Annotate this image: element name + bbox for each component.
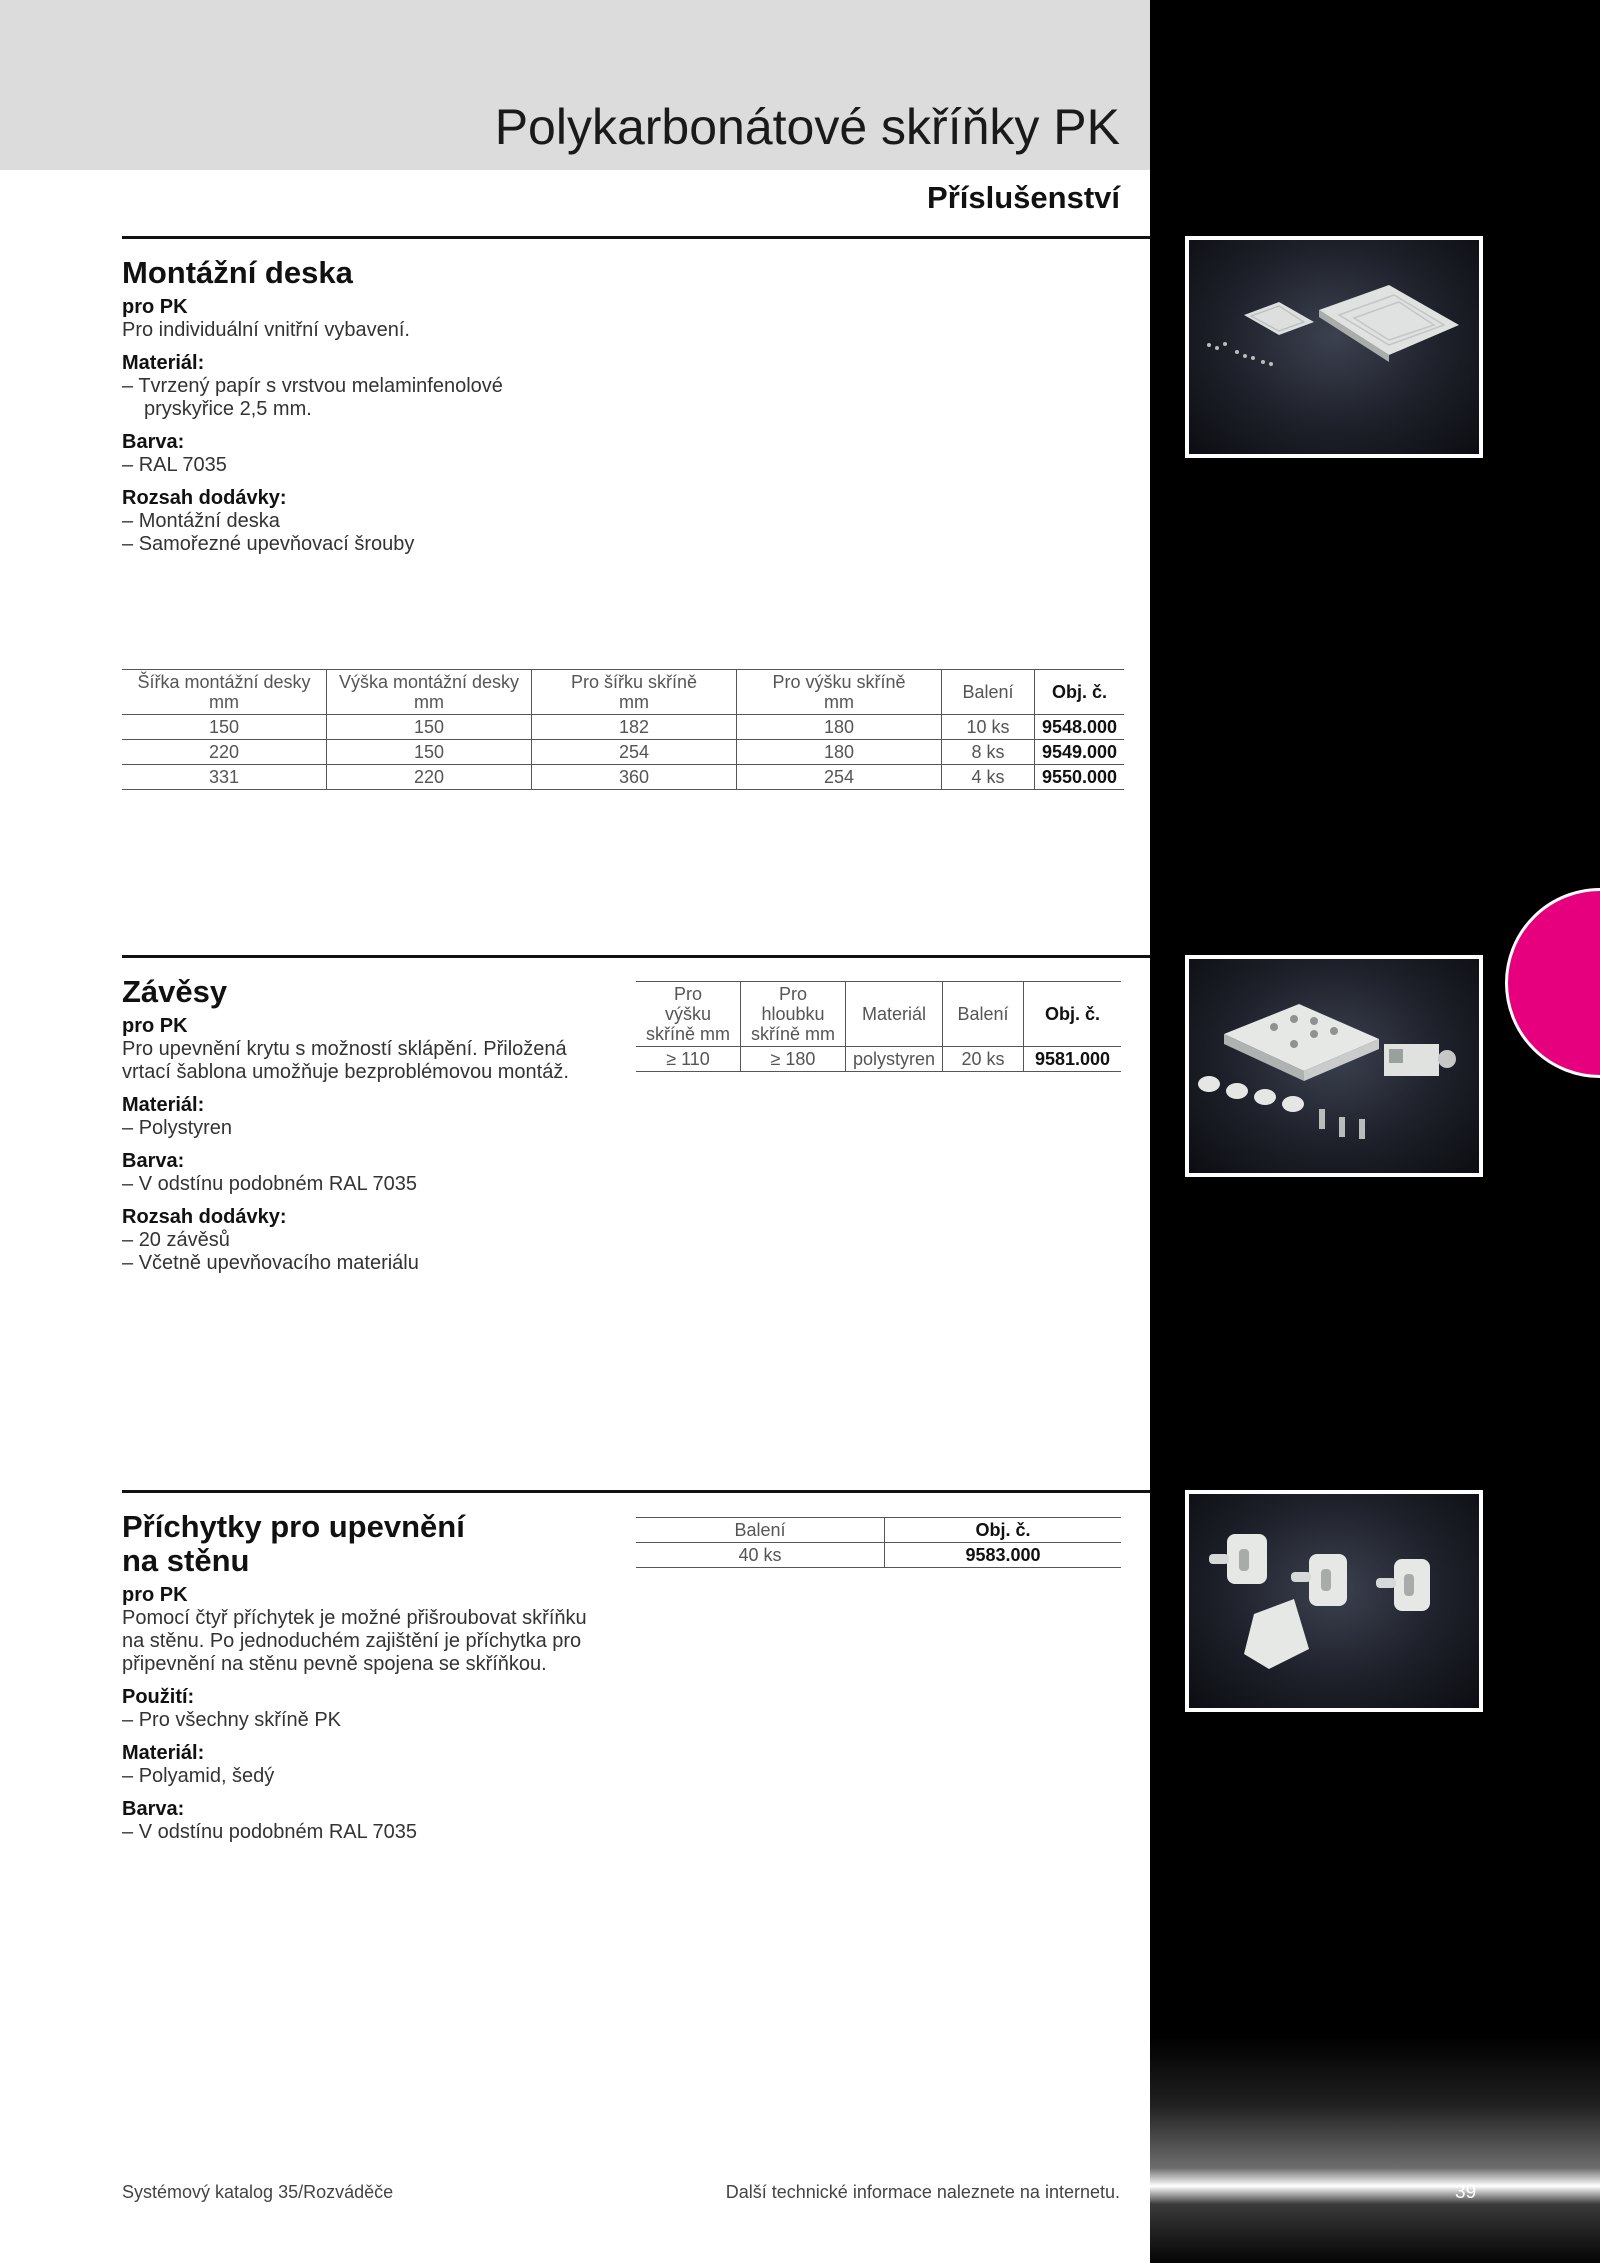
mounting-plates-photo — [1185, 236, 1483, 458]
delivery-label: Rozsah dodávky: — [122, 1206, 287, 1228]
wall-brackets-photo — [1185, 1490, 1483, 1712]
section-hinges — [122, 975, 642, 1275]
usage-item: – Pro všechny skříně PK — [122, 1709, 642, 1732]
hinges-photo — [1185, 955, 1483, 1177]
table-row — [122, 740, 1124, 765]
table-header-row — [636, 1518, 1121, 1543]
table-cell: 360 — [532, 765, 737, 790]
table-cell: 10 ks — [942, 715, 1035, 740]
section-title: Příchytky pro upevnění — [122, 1509, 465, 1544]
section-description: Pro upevnění krytu s možností sklápění. Přiložená — [122, 1038, 567, 1060]
table-cell: 4 ks — [942, 765, 1035, 790]
table-cell: 254 — [532, 740, 737, 765]
color-label: Barva: — [122, 431, 185, 453]
delivery-item: – Samořezné upevňovací šrouby — [122, 533, 642, 556]
order-number: 9550.000 — [1035, 765, 1125, 790]
table-cell: 150 — [122, 715, 327, 740]
order-number: 9581.000 — [1024, 1047, 1122, 1072]
col-header: Balení — [943, 982, 1024, 1047]
material-label: Materiál: — [122, 352, 205, 374]
wall-brackets-table — [636, 1517, 1121, 1568]
delivery-item: – 20 závěsů — [122, 1229, 642, 1252]
table-cell: 331 — [122, 765, 327, 790]
col-header: Pro hloubku skříně mm — [741, 982, 846, 1047]
order-number: 9548.000 — [1035, 715, 1125, 740]
table-cell: ≥ 180 — [741, 1047, 846, 1072]
material-label: Materiál: — [122, 1742, 205, 1764]
color-item: – RAL 7035 — [122, 454, 642, 477]
hinges-table — [636, 981, 1121, 1072]
table-cell: 150 — [327, 740, 532, 765]
page-number: 39 — [1455, 2182, 1477, 2203]
section-description: vrtací šablona umožňuje bezproblémovou montáž. — [122, 1061, 569, 1083]
col-header: Výška montážní desky mm — [327, 670, 532, 715]
delivery-item: – Montážní deska — [122, 510, 642, 533]
section-description: Pomocí čtyř příchytek je možné přišroubovat skříňku — [122, 1607, 587, 1629]
table-row — [636, 1047, 1121, 1072]
table-row — [122, 765, 1124, 790]
material-item: – Tvrzený papír s vrstvou melaminfenolové pryskyřice 2,5 mm. — [122, 375, 564, 421]
section-wall-brackets — [122, 1510, 642, 1844]
section-subtitle: pro PK — [122, 1584, 188, 1606]
section-mounting-plate — [122, 256, 642, 556]
order-number: 9549.000 — [1035, 740, 1125, 765]
section-divider — [122, 236, 1150, 239]
col-header: Balení — [636, 1518, 885, 1543]
col-header: Pro výšku skříně mm — [737, 670, 942, 715]
section-heading: Příslušenství — [927, 180, 1120, 215]
material-item: – Polyamid, šedý — [122, 1765, 642, 1788]
section-subtitle: pro PK — [122, 1015, 188, 1037]
section-subtitle: pro PK — [122, 296, 188, 318]
table-cell: 254 — [737, 765, 942, 790]
section-title-line2: na stěnu — [122, 1543, 250, 1578]
col-header: Pro šířku skříně mm — [532, 670, 737, 715]
color-item: – V odstínu podobném RAL 7035 — [122, 1173, 642, 1196]
table-cell: 20 ks — [943, 1047, 1024, 1072]
section-divider — [122, 1490, 1150, 1493]
table-cell: ≥ 110 — [636, 1047, 741, 1072]
table-cell: 8 ks — [942, 740, 1035, 765]
table-header-row — [122, 670, 1124, 715]
col-header: Materiál — [846, 982, 943, 1047]
delivery-item: – Včetně upevňovacího materiálu — [122, 1252, 642, 1275]
footer-catalog: Systémový katalog 35/Rozváděče — [122, 2182, 394, 2202]
footer-info: Další technické informace naleznete na internetu. — [725, 2182, 1120, 2202]
usage-label: Použití: — [122, 1686, 195, 1708]
col-header: Pro výšku skříně mm — [636, 982, 741, 1047]
order-number: 9583.000 — [885, 1543, 1122, 1568]
table-cell: polystyren — [846, 1047, 943, 1072]
section-description: připevnění na stěnu pevně spojena se skříňkou. — [122, 1653, 547, 1675]
color-label: Barva: — [122, 1798, 185, 1820]
table-cell: 180 — [737, 715, 942, 740]
material-item: – Polystyren — [122, 1117, 642, 1140]
table-cell: 150 — [327, 715, 532, 740]
section-description: Pro individuální vnitřní vybavení. — [122, 319, 410, 341]
page-title: Polykarbonátové skříňky PK — [494, 99, 1120, 155]
color-label: Barva: — [122, 1150, 185, 1172]
col-header: Balení — [942, 670, 1035, 715]
col-header: Obj. č. — [1024, 982, 1122, 1047]
section-description: na stěnu. Po jednoduchém zajištění je příchytka pro — [122, 1630, 582, 1652]
table-cell: 182 — [532, 715, 737, 740]
table-header-row — [636, 982, 1121, 1047]
section-title: Závěsy — [122, 974, 228, 1009]
section-divider — [122, 955, 1150, 958]
col-header: Šířka montážní desky mm — [122, 670, 327, 715]
section-title: Montážní deska — [122, 255, 353, 290]
delivery-label: Rozsah dodávky: — [122, 487, 287, 509]
table-cell: 180 — [737, 740, 942, 765]
table-row — [636, 1543, 1121, 1568]
table-cell: 220 — [122, 740, 327, 765]
table-cell: 40 ks — [636, 1543, 885, 1568]
color-item: – V odstínu podobném RAL 7035 — [122, 1821, 642, 1844]
table-row — [122, 715, 1124, 740]
material-label: Materiál: — [122, 1094, 205, 1116]
col-header: Obj. č. — [885, 1518, 1122, 1543]
col-header: Obj. č. — [1035, 670, 1125, 715]
mounting-plate-table — [122, 669, 1124, 790]
table-cell: 220 — [327, 765, 532, 790]
